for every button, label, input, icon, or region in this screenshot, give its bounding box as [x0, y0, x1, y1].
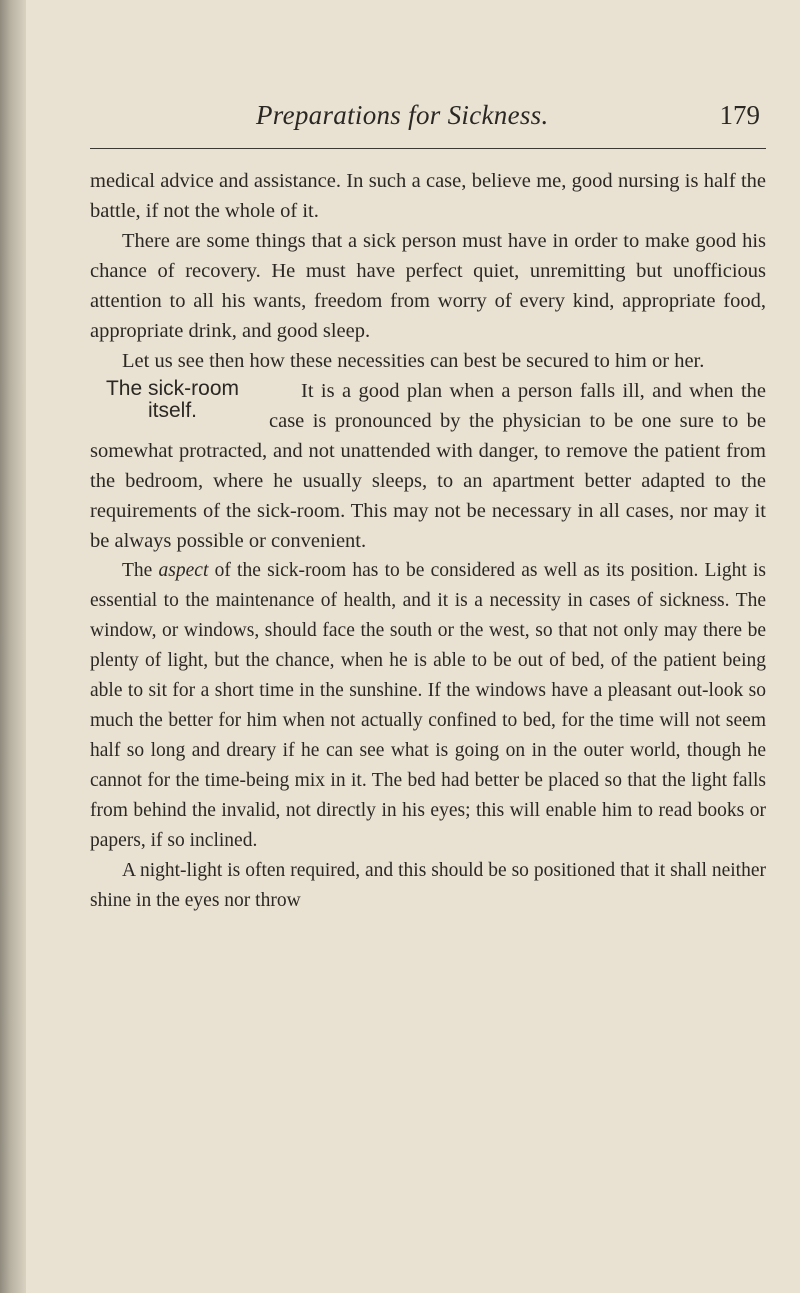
running-title: Preparations for Sickness.	[256, 100, 549, 130]
paragraph-night-light: A night-light is often required, and this should be so positioned that it shall neither shine in the eyes nor throw	[90, 860, 766, 911]
page-number: 179	[719, 100, 760, 130]
paragraph-continuation: medical advice and assistance. In such a case, believe me, good nursing is half the battle, if not the whole of it.	[90, 170, 766, 222]
paragraph-sick-room-text: It is a good plan when a person falls ill, and when the case is pronounced by the physician to be one sure to be somewhat protracted, and not unattended with danger, to remove the patient from the bedroom, where he usually sleeps, to an apartment better adapted to the requirements of the sick-room. This may not be necessary in all cases, nor may it be always possible or convenient.	[90, 380, 766, 552]
paragraph-needs: There are some things that a sick person must have in order to make good his chance of recovery. He must have perfect quiet, unremitting but unofficious attention to all his wants, freedom from worry of every kind, appropriate food, appropriate drink, and good sleep.	[90, 230, 766, 342]
book-spine-shadow	[0, 0, 26, 1293]
body-text	[90, 166, 766, 916]
aspect-emphasis: aspect	[158, 560, 209, 581]
aspect-rest: of the sick-room has to be considered as well as its position. Light is essential to the maintenance of health, and it is a necessity in cases of sickness. The window, or windows, should face the south or the west, so that not only may there be plenty of light, but the chance, when he is able to be out of bed, of the patient being able to sit for a short time in the sunshine. If the windows have a pleasant out-look so much the better for him when not actually confined to bed, for the time will not seem half so long and dreary if he can see what is going on in the outer world, though he cannot for the time-being mix in it. The bed had better be placed so that the light falls from behind the invalid, not directly in his eyes; this will enable him to read books or papers, if so inclined.	[90, 560, 767, 851]
aspect-lead: The	[122, 560, 153, 581]
paragraph-necessities: Let us see then how these necessities can best be secured to him or her.	[122, 350, 705, 372]
paragraph-sick-room	[90, 376, 766, 556]
header-rule	[90, 148, 766, 149]
page-header	[90, 100, 760, 140]
paragraph-aspect	[90, 556, 766, 856]
margin-note-sick-room: The sick-room itself.	[105, 377, 240, 422]
